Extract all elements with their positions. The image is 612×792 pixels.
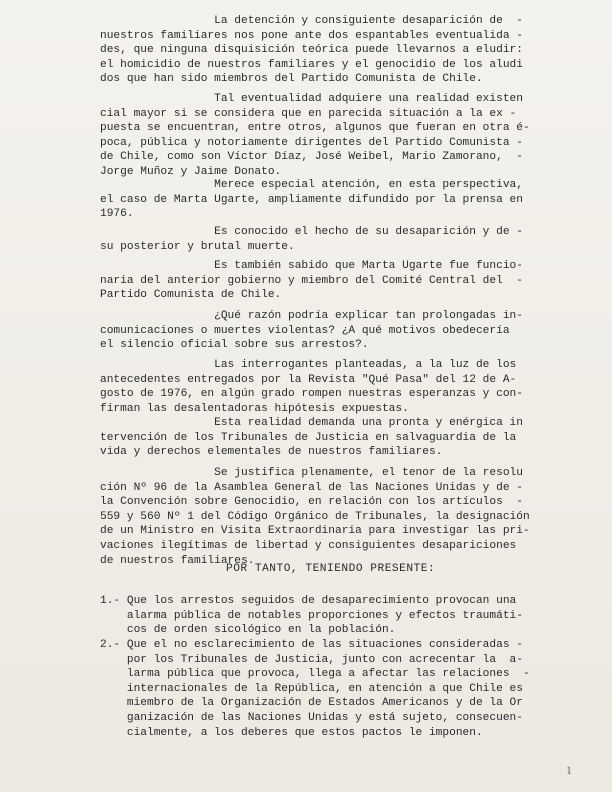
section-heading: POR TANTO, TENIENDO PRESENTE: bbox=[226, 563, 436, 575]
paragraph-7: Las interrogantes planteadas, a la luz de los antecedentes entregados por la Revista "Qué Pasa" del 12 de A- gosto de 1976, en algún grado rompen nuestras esperanzas y con- firman las desalentadoras hipótesis expuestas. bbox=[100, 359, 523, 415]
numbered-item-2: 2.- Que el no esclarecimiento de las situaciones consideradas - por los Tribunales de Justicia, junto con acrecentar la a- larma pública que provoca, llega a afectar las relaciones - internacionales de la República, en atención a que Chile es miembro de la Organización de Estados Americanos y de la Or ganización de las Naciones Unidas y está sujeto, consecuen- cialmente, a los deberes que estos pactos le imponen. bbox=[100, 639, 530, 739]
paragraph-5: Es también sabido que Marta Ugarte fue funcio- naria del anterior gobierno y miembro del Comité Central del - Partido Comunista de Chile. bbox=[100, 260, 523, 302]
paragraph-9: Se justifica plenamente, el tenor de la resolu ción Nº 96 de la Asamblea General de las Naciones Unidas y de - la Convención sobre Genocidio, en relación con los artículos - 559 y 560 Nº 1 del Código Orgánico de Tribunales, la designación de un Ministro en Visita Extraordinaria para investigar las pri- vaciones ilegítimas de libertad y consiguientes desapariciones de nuestros familiares. bbox=[100, 467, 530, 567]
page-edge-mark: 1 bbox=[566, 763, 572, 777]
paragraph-1: La detención y consiguiente desaparición de - nuestros familiares nos pone ante dos espantables eventualida - des, que ninguna disquisición teórica puede llevarnos a eludir: el homicidio de nuestros familiares y el genocidio de los aludi dos que han sido miembros del Partido Comunista de Chile. bbox=[100, 15, 523, 86]
paragraph-6: ¿Qué razón podría explicar tan prolongadas in- comunicaciones o muertes violentas? ¿A qué motivos obedecería el silencio oficial sobre sus arrestos?. bbox=[100, 310, 523, 352]
paragraph-3: Merece especial atención, en esta perspectiva, el caso de Marta Ugarte, ampliamente difundido por la prensa en 1976. bbox=[100, 179, 523, 221]
paragraph-4: Es conocido el hecho de su desaparición y de - su posterior y brutal muerte. bbox=[100, 226, 523, 253]
numbered-item-1: 1.- Que los arrestos seguidos de desaparecimiento provocan una alarma pública de notables proporciones y efectos traumáti- cos de orden sicológico en la población. bbox=[100, 595, 523, 637]
paragraph-8: Esta realidad demanda una pronta y enérgica in tervención de los Tribunales de Justicia en salvaguardia de la vida y derechos elementales de nuestros familiares. bbox=[100, 417, 523, 459]
paragraph-2: Tal eventualidad adquiere una realidad existen cial mayor si se considera que en parecida situación a la ex - puesta se encuentran, entre otros, algunos que fueran en otra é- poca, pública y notoriamente dirigentes del Partido Comunista - de Chile, como son Víctor Díaz, José Weibel, Mario Zamorano, - Jorge Muñoz y Jaime Donato. bbox=[100, 93, 530, 178]
